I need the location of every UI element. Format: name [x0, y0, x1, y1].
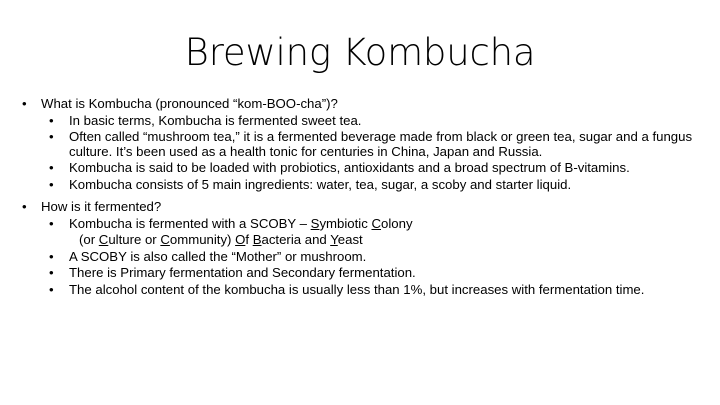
- bullet-icon: •: [49, 160, 54, 175]
- section-heading: What is Kombucha (pronounced “kom-BOO-cha”)?: [41, 96, 338, 111]
- list-item: [41, 114, 697, 129]
- bullet-icon: •: [22, 96, 27, 111]
- list-item-text: There is Primary fermentation and Secondary fermentation.: [69, 265, 416, 280]
- list-item-text: Often called “mushroom tea,” it is a fermented beverage made from black or green tea, sugar and a fungus culture. It’s been used as a health tonic for centuries in China, Japan and Russia.: [69, 129, 693, 159]
- bullet-icon: •: [49, 265, 54, 280]
- list-item: [41, 130, 697, 159]
- bullet-icon: •: [49, 248, 54, 264]
- scoby-text: Kombucha is fermented with a SCOBY – Symbiotic Colony: [69, 215, 413, 231]
- list-item-how-is-it-fermented: [22, 200, 697, 297]
- section-heading: How is it fermented?: [41, 199, 162, 214]
- sub-list: [41, 217, 697, 298]
- list-item: [41, 161, 697, 176]
- list-item: [41, 283, 697, 298]
- scoby-acronym-line: (or Culture or Community) Of Bacteria and Yeast: [79, 232, 363, 247]
- bullet-icon: •: [49, 129, 54, 144]
- list-item-text: Kombucha consists of 5 main ingredients: water, tea, sugar, a scoby and starter liquid.: [69, 176, 572, 192]
- list-item-text: The alcohol content of the kombucha is usually less than 1%, but increases with fermentation time.: [69, 281, 645, 297]
- list-item-scoby: [41, 217, 697, 248]
- list-item: [41, 178, 697, 193]
- slide-title: Brewing Kombucha: [184, 31, 536, 74]
- list-item-text: In basic terms, Kombucha is fermented sweet tea.: [69, 112, 362, 128]
- bullet-list: [22, 97, 697, 297]
- bullet-icon: •: [49, 112, 54, 128]
- slide-body: [22, 97, 697, 297]
- list-item-text: Kombucha is said to be loaded with probiotics, antioxidants and a broad spectrum of B-vitamins.: [69, 160, 630, 175]
- list-item: [41, 266, 697, 281]
- list-item: [41, 250, 697, 265]
- list-item-text: A SCOBY is also called the “Mother” or mushroom.: [69, 248, 367, 264]
- bullet-icon: •: [49, 215, 54, 231]
- sub-list: [41, 114, 697, 193]
- bullet-icon: •: [49, 176, 54, 192]
- bullet-icon: •: [49, 281, 54, 297]
- list-item-what-is-kombucha: [22, 97, 697, 192]
- bullet-icon: •: [22, 199, 27, 214]
